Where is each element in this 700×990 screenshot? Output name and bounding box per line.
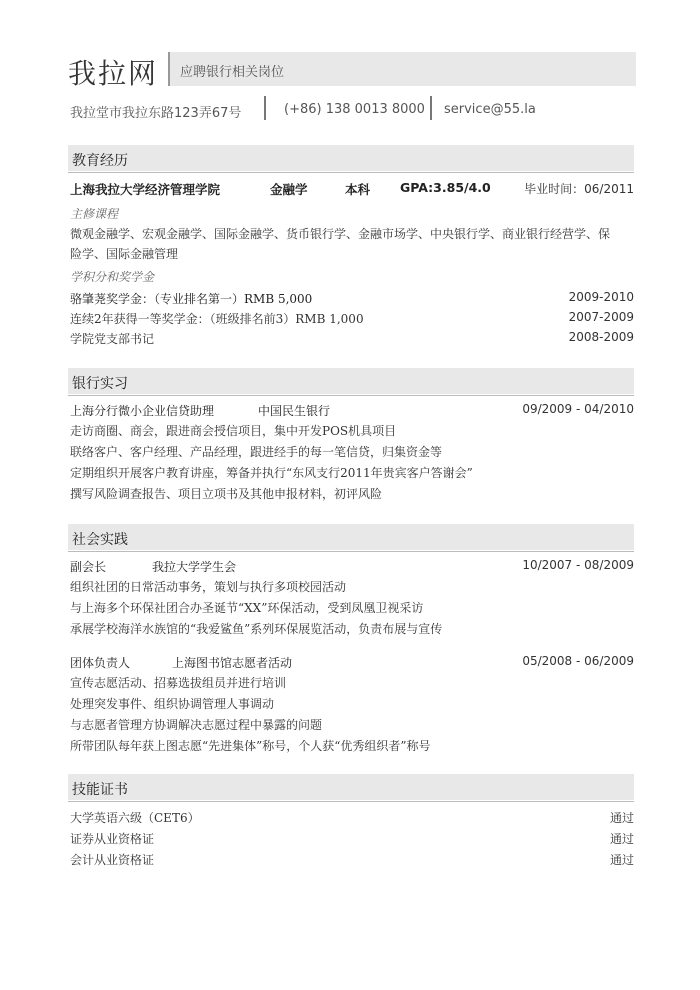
practice-item: 所带团队每年获上图志愿“先进集体”称号，个人获“优秀组织者”称号 — [70, 739, 431, 753]
award-text: 骆肇荛奖学金：（专业排名第一）RMB 5,000 — [70, 292, 313, 306]
internship-item: 联络客户、客户经理、产品经理，跟进经手的每一笔信贷，归集资金等 — [70, 445, 443, 459]
practice-org: 我拉大学学生会 — [152, 560, 237, 574]
contact-divider — [430, 96, 432, 120]
award-date: 2007-2009 — [568, 310, 634, 324]
practice-date: 10/2007 - 08/2009 — [522, 558, 634, 572]
email: service@55.la — [444, 102, 536, 117]
practice-item: 承展学校海洋水族馆的“我爱鲨鱼”系列环保展览活动，负责布展与宣传 — [70, 622, 443, 636]
section-title: 技能证书 — [72, 782, 128, 798]
internship-item: 定期组织开展客户教育讲座，筹备并执行“东风支行2011年贵宾客户答谢会” — [70, 466, 473, 480]
skill-name: 大学英语六级（CET6） — [70, 811, 200, 825]
award-text: 连续2年获得一等奖学金：（班级排名前3）RMB 1,000 — [70, 312, 364, 326]
practice-item: 组织社团的日常活动事务，策划与执行多项校园活动 — [70, 580, 347, 594]
skill-status: 通过 — [609, 811, 634, 825]
practice-date: 05/2008 - 06/2009 — [522, 654, 634, 668]
degree: 本科 — [345, 182, 371, 197]
divider — [68, 801, 634, 802]
skill-status: 通过 — [609, 832, 634, 846]
phone: (+86) 138 0013 8000 — [284, 102, 425, 117]
section-title: 教育经历 — [72, 153, 128, 169]
skill-name: 会计从业资格证 — [70, 853, 155, 867]
internship-date: 09/2009 - 04/2010 — [522, 402, 634, 416]
internship-org: 中国民生银行 — [258, 404, 331, 418]
award-date: 2009-2010 — [568, 290, 634, 304]
skill-status: 通过 — [609, 853, 634, 867]
awards-heading: 学积分和奖学金 — [70, 270, 155, 284]
practice-role: 副会长 — [70, 560, 107, 574]
school: 上海我拉大学经济管理学院 — [70, 182, 221, 197]
practice-item: 宣传志愿活动、招募选拔组员并进行培训 — [70, 676, 287, 690]
objective-text: 应聘银行相关岗位 — [180, 65, 285, 80]
section-internship — [68, 368, 634, 394]
practice-org: 上海图书馆志愿者活动 — [172, 656, 293, 670]
practice-item: 与上海多个环保社团合办圣诞节“XX”环保活动，受到凤凰卫视采访 — [70, 601, 424, 615]
contact-divider — [264, 96, 266, 120]
internship-role: 上海分行微小企业信贷助理 — [70, 404, 215, 418]
objective-bar — [168, 52, 636, 86]
award-date: 2008-2009 — [568, 330, 634, 344]
divider — [68, 395, 634, 396]
gpa: GPA:3.85/4.0 — [400, 180, 491, 195]
major: 金融学 — [270, 182, 308, 197]
award-text: 学院党支部书记 — [70, 332, 155, 346]
skill-name: 证券从业资格证 — [70, 832, 155, 846]
courses-heading: 主修课程 — [70, 207, 119, 221]
internship-item: 走访商圈、商会，跟进商会授信项目，集中开发POS机具项目 — [70, 424, 397, 438]
divider — [68, 172, 634, 173]
courses-line: 微观金融学、宏观金融学、国际金融学、货币银行学、金融市场学、中央银行学、商业银行经营学、保 — [70, 227, 611, 241]
section-title: 银行实习 — [72, 376, 128, 392]
practice-item: 与志愿者管理方协调解决志愿过程中暴露的问题 — [70, 718, 323, 732]
divider — [68, 551, 634, 552]
courses-line: 险学、国际金融管理 — [70, 247, 179, 261]
internship-item: 撰写风险调查报告、项目立项书及其他申报材料，初评风险 — [70, 487, 383, 501]
section-practice — [68, 524, 634, 550]
section-education — [68, 145, 634, 171]
section-skills — [68, 774, 634, 800]
resume-name: 我拉网 — [68, 57, 159, 90]
address: 我拉堂市我拉东路123弄67号 — [70, 106, 242, 121]
graduation-date: 毕业时间：06/2011 — [524, 182, 634, 196]
practice-item: 处理突发事件、组织协调管理人事调动 — [70, 697, 275, 711]
section-title: 社会实践 — [72, 532, 128, 548]
practice-role: 团体负责人 — [70, 656, 131, 670]
